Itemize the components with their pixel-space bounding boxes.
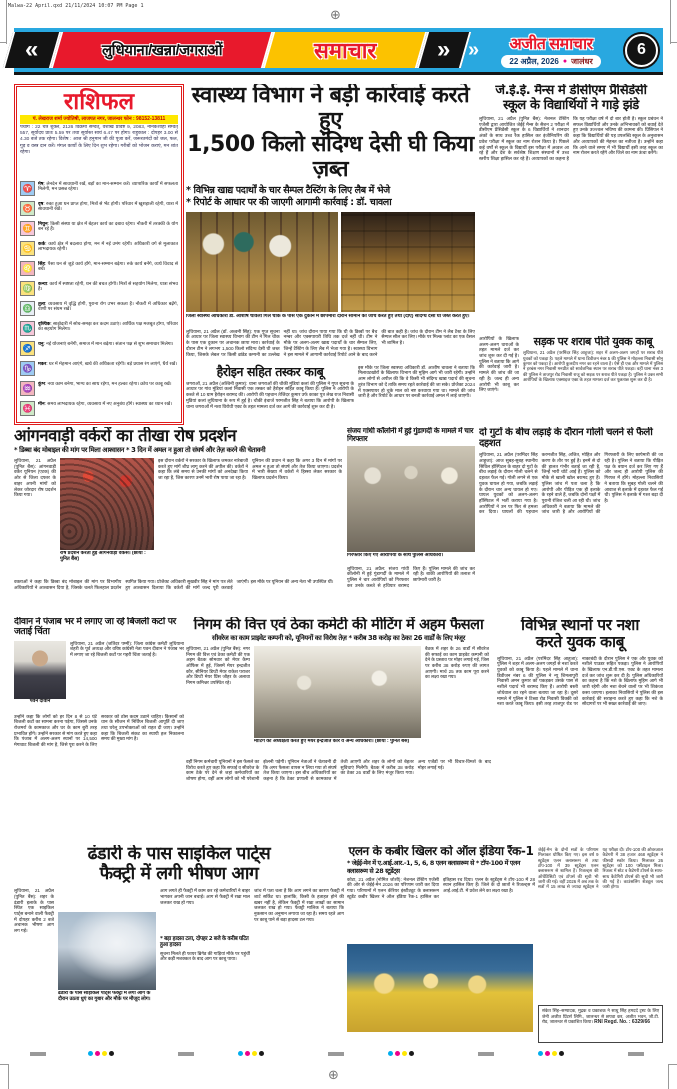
nigam-body-row [186,646,491,756]
crop-mark [0,1064,8,1065]
capricorn-icon: ♑ [20,361,35,376]
fire-inline-subhead: * बड़ा हादसा टला, दोपहर 2 बजे के करीब घटित हुआ हादसा [160,936,249,949]
sagittarius-icon: ♐ [20,341,35,356]
page-number-badge: 6 [625,34,658,67]
jee-headline-line1: जे.ई.ई. मैन्स में डीसीएम प्रैसिडेंसी [495,84,647,98]
crop-mark [670,42,677,43]
sign-text: सिंह: पैसा धन से जुड़े कार्य होंगे, मान-सम्मान बढ़ेगा। रुके कार्य बनेंगे, व्यर्थ विवाद से बचें। [38,260,178,272]
sign-text: मेष: लेनदेन में सावधानी रखें, बड़ों का मान-सम्मान करें। व्यापारिक कार्यों में सफलता मिलेगी, मन प्रसन्न रहेगा। [38,180,178,192]
cmyk-registration-dots [388,1051,414,1056]
diwan-portrait-photo [14,641,66,699]
imprint-text: संकेत सिंह–सम्पादक, मुद्रक व प्रकाशक ने साधु सिंह हमदर्द ट्रस्ट के लिए जेनी अजीत प्रिंटर्स लिमि., जालन्धर से छपवा कर, अजीत भवन, जी.टी. रोड, जालन्धर से प्रकाशित किया। [542,1008,659,1025]
chevron-right-icon: » [417,32,471,68]
sharab-headline: सड़क पर शराब पीते युवक काबू [533,336,653,348]
fire-mid-col [160,888,250,1030]
sign-row [20,261,178,280]
aquarius-icon: ♒ [20,381,35,396]
anganwadi-photo-block [60,458,154,576]
jee-body-continued: आरोपियों के खिलाफ अलग-अलग धाराओं के तहत मामले दर्ज कर जांच शुरू कर दी गई है। पुलिस ने बताया कि आगे की कार्रवाई जारी है। मामले की जांच की जा रही है। जल्द ही अन्य आरोपी भी काबू कर लिए जाएंगे। [479,336,519,393]
crop-mark [8,1064,9,1089]
nigam-meeting-photo [254,646,421,738]
diwan-body-continued: उन्होंने कहा कि लोगों को हर दिन 8 से 10 घंटे बिजली कटों का सामना करना पड़ेगा, जिससे उनके रोजमर्रा के कामकाज और घर के काम बुरी तरह प्रभावित होंगे। उन्होंने सरकार से मांग करते हुए कहा कि पंजाब में अलग-अलग स्थानों पर 14,500 मेगावाट बिजली की मांग है, जिसे पूरा करने के लिए सरकार को ठोस कदम उठाने चाहिए। किसानों को धान के सीजन में निर्विघ्न बिजली आपूर्ति दी जाए तथा घरेलू उपभोक्ताओं को राहत दी जाए। उन्होंने कहा कि बिजली संकट का स्थायी हल निकालना समय की मुख्य मांग है। [14,713,184,748]
jee-story [479,84,663,334]
lead-photo-inspection [186,212,338,312]
nigam-col1: लुधियाना, 21 अप्रैल (पुनित बैंस): नगर निगम की वित्त एवं ठेका कमेटी की एक अहम बैठक सोमवार को मेयर कैम्प ऑफिस में हुई, जिसमें मेयर इन्द्रजीत कौर, सीनियर डिप्टी मेयर राकेश पराशर और डिप्टी मेयर प्रिंस जौहर के अलावा निगम कमिश्नर उपस्थित रहे। [186,645,250,685]
scorpio-icon: ♏ [20,321,35,336]
paper-name: अजीत समाचार [509,36,593,53]
cmyk-registration-dots [238,1051,264,1056]
sign-text: मीन: समय लाभदायक रहेगा, व्यवसाय में नए अनुबंध होंगे। स्वास्थ्य का ध्यान रखें। [38,400,172,406]
nasha-headline-line1: विभिन्न स्थानों पर नशा [521,617,639,634]
sign-row [20,381,178,400]
imprint-box [538,1005,663,1043]
pisces-icon: ♓ [20,401,35,416]
crop-mark [668,1064,669,1089]
lead-body-continued: इस मौके पर जिला स्वास्थ्य अधिकारी डॉ. आशीष चावला ने बताया कि मिलावटखोरों के खिलाफ विभाग की मुहिम आगे भी जारी रहेगी। उन्होंने आम लोगों से अपील की कि वे किसी भी संदिग्ध खाद्य पदार्थ की सूचना तुरंत विभाग को दें ताकि समय रहते कार्रवाई की जा सके। प्रोजैक्ट 2024 में एक्सपायर हो चुके माल को नष्ट करवाया गया था। मामले की जांच जारी है और रिपोर्ट के आधार पर बनती कार्रवाई अमल में लाई जाएगी। [358,364,475,399]
lead-bottom-row [186,365,475,425]
chevron-left-icon: « [3,32,61,68]
sanjay-headline: संजय गांधी कॉलोनी में हुई गुंडागर्दी के मामले में चार गिरफ्तार [347,427,474,444]
nigam-photo-block [254,646,421,756]
sharab-body: लुधियाना, 21 अप्रैल (परमिंदर सिंह आहूजा): शहर में अलग-अलग जगहों पर शराब पीते युवकों को पकड़ा है। पहले मामले में थाना डिवीजन नंबर 5 की पुलिस ने मोहल्ला निवासी सोनू कुमार को पकड़ा है। आरोपी कुलदीप नगर का रहने वाला है। ऐसे ही एक और मामले में पुलिस ने हरबंस नगर निवासी मनप्रीत को सार्वजनिक स्थान पर शराब पीते पकड़ा। वहीं थाना नंबर 3 की पुलिस ने ताजपुर रोड निवासी राजू को सड़क पर शराब पीते पकड़ा है। पुलिस ने उक्त सभी आरोपियों के खिलाफ एक्साइज एक्ट के तहत मामला दर्ज कर पूछताछ शुरू कर दी है। [523,350,663,382]
rashifal-panchang: पंचांग : 22 चैत्र शुक्ल, 2126 विक्रमी सम्वत्, वैशाख प्रविष्टे 9, 2083, नानकशाही सम्वत् 557, सूर्योदय प्रातः 5.59 पर तथा सूर्यास्त सायं 6.47 पर होगा। राहुकाल : दोपहर 3.00 से 4.30 बजे तक रहेगा। विशेष : आज श्री हनुमान जी की पूजा करें, जरूरतमंदों को जल, फल, गुड़ व वस्त्र दान करें। मंगल कार्यों के लिए दिन शुभ रहेगा। गरीबों को भोजन कराएं, मन शांत रहेगा। [20,124,178,155]
anganwadi-story [14,427,344,615]
lead-photo-caption: जिला स्वास्थ्य अधिकारी डॉ. आशीष चावला गिल चौक के पास एक दुकान में छापेमारी दौरान सामान की जांच करते हुए तथा (दाएं) संदिग्ध देसी घी जब्त करते हुए। [186,313,470,319]
rashifal-box [14,84,184,425]
nigam-col3: बैठक में शहर के 26 वार्डों में सीवरेज की सफाई का काम प्राइवेट कम्पनी को देने के प्रस्ताव पर मोहर लगाई गई, जिस पर करीब 38 करोड़ रुपए की लागत आएगी। मार्च 25 तक काम पूरा करने का लक्ष्य रखा गया। [425,645,489,680]
sign-text: मिथुन: किसी संस्था या क्षेत्र में बेहतर कार्य का दबाव रहेगा। नौकरी में तरक्की के योग बन रहे हैं। [38,220,178,232]
jee-headline-line2: स्कूल के विद्यार्थियों ने गाड़े झंडे [503,97,639,113]
nigam-story [186,617,491,843]
diwan-body: लुधियाना, 21 अप्रैल (जतिंदर पम्मी): जिला कांग्रेस कमेटी लुधियाना शहरी के पूर्व अध्यक्ष और वरिष्ठ कांग्रेसी नेता पवन दीवान ने पंजाब भर में लगाए जा रहे बिजली कटों पर गहरी चिंता जताई है। [70,640,184,657]
diwan-caption: पवन दीवान [29,698,51,704]
fire-mid-text-b: सूचना मिलते ही फायर ब्रिगेड की गाड़ियां मौके पर पहुंचीं और कड़ी मशक्कत के बाद आग पर काबू पाया। [160,950,250,962]
sanjay-caption: गिरफ्तार किए गए आरोपियों के साथ पुलिस अधिकारी। [347,552,444,558]
lead-bullet-2: * रिपोर्ट के आधार पर की जाएगी आगामी कार्रवाई : डॉ. चावला [186,197,392,209]
fire-col1: लुधियाना, 21 अप्रैल (पुनित बैंस): शहर के ढंडारी इलाके के पास स्थित एक साइकिल पार्ट्स बनाने वाली फैक्ट्री में दोपहर करीब 2 बजे अचानक भीषण आग लग गई। [14,888,54,933]
sign-row [20,281,178,300]
jee-body: लुधियाना, 21 अप्रैल (पुनित बैंस): नेशनल टेस्टिंग एजेंसी द्वारा आयोजित जेईई मैन्स के सैशन 2 परीक्षा में डीसीएम प्रैसिडेंसी स्कूल के 6 विद्यार्थियों ने शानदार अंकों के साथ उच्च रैंक हासिल कर इंजीनियरिंग की प्रवेश परीक्षा में स्कूल का नाम रोशन किया है। पिछले कई वर्षों से स्कूल के विद्यार्थी इस परीक्षा में अव्वल आ रहे हैं और देश के सर्वश्रेष्ठ शिक्षण संस्थानों में उच्च स्तरीय शिक्षा हासिल कर रहे हैं। अध्यापकों का कहना है कि यह परीक्षा वर्ष में दो बार होती है। स्कूल प्रबंधन ने सफल विद्यार्थियों और उनके अभिभावकों को बधाई देते हुए उनके उज्ज्वल भविष्य की कामना की। प्रिंसिपल ने कहा कि विद्यार्थियों की यह उपलब्धि स्कूल के अनुशासन और अध्यापकों की मेहनत का नतीजा है। उन्होंने कहा कि आने वाले समय में भी विद्यार्थी इसी तरह स्कूल का नाम रोशन करते रहेंगे और जिले का नाम ऊंचा करेंगे। [479,116,663,161]
heroin-body: जगराओं, 21 अप्रैल (अश्विनी कुमार): थाना जगराओं की चौकी मुंडियां कलां की पुलिस ने गुप्त सूचना के आधार पर गांव मुंडियां कलां निवासी एक तस्कर को हैरोइन सहित काबू किया है। पुलिस ने आरोपी के कब्जे से 10 ग्राम हैरोइन बरामद की। आरोपी की पहचान तेजिंदर कुमार उर्फ काका पुत्र लेख राज निवासी मुंडियां कलां लुधियाना के रूप में हुई है। चौकी इंचार्ज परमजीत सिंह ने बताया कि आरोपी के खिलाफ थाना जगराओं में नशा विरोधी एक्ट के तहत मामला दर्ज कर आगे की कार्रवाई शुरू कर दी है। [186,380,354,409]
gunfire-body: लुधियाना, 21 अप्रैल (परमिंदर सिंह आहूजा): आज सुबह-सुबह स्थानीय सिविल हॉस्पिटल के बाहर दो गुटों के बीच लड़ाई के दौरान गोली चलने से दहशत फैल गई। गोली लगने से एक युवक घायल हो गया, जबकि लड़ाई के दौरान चार अन्य घायल हो गए। घायल युवकों को अलग-अलग हॉस्पिटल में भर्ती कराया गया है। आरोपियों ने उन पर फिर से हमला कर दिया। घायलों की पहचान करमजीत सिंह, अजित, मोहित और करण के तौर पर हुई है। इनमें से दो की हालत गंभीर बताई जा रही है, जिन्हें भारी चोटें आई हैं। पुलिस को मौके से खाली खोल बरामद हुए हैं। पुलिस जांच में पता चला है कि आरोपी और पीड़ित एक ही इलाके के रहने वाले हैं, जबकि दोनों पक्षों में पुरानी रंजिश चली आ रही थी। जांच अधिकारी ने बताया कि मामले की जांच जारी है और आरोपियों की गिरफ्तारी के लिए छापेमारी की जा रही है। पुलिस ने बताया कि पीड़ित पक्ष के बयान दर्ज कर लिए गए हैं और जल्द ही आरोपी पुलिस की गिरफ्त में होंगे। मोहल्ला निवासियों ने बताया कि सुबह गोली चलने की आवाज से इलाके में दहशत फैल गई थी। पुलिस ने इलाके में गश्त बढ़ा दी है। [479,452,663,515]
sign-text: कर्क: कार्य क्षेत्र में बदलाव होगा, मन में नई उमंग रहेगी। अधिकारी वर्ग से मुलाकात लाभदायक रहेगी। [38,240,178,252]
allen-story [347,845,535,1041]
printer-slug-line: Malwa-22 April.qxd 21/11/2024 10:07 PM Page 1 [8,3,144,9]
fire-col4: जांच में पता चला है कि आग लगने का कारण फैक्ट्री में शार्ट सर्किट था। हालांकि, किसी के हताहत होने की खबर नहीं है, लेकिन फैक्ट्री में रखा लाखों का सामान जलकर राख हो गया। फैक्ट्री मालिक ने बताया कि नुकसान का अनुमान लगाया जा रहा है। समय रहते आग पर काबू पाने से बड़ा हादसा टल गया। [254,888,344,922]
crop-mark [670,0,671,44]
diwan-story [14,617,184,843]
rashifal-contact: पं. लेखराज शर्मा ज्योतिषी, लाजपत नगर, जालन्धर फोन : 98152-13811 [20,115,178,124]
anganwadi-col4: यूनियन की प्रधान ने कहा कि अगर 3 दिन में मांगों पर अमल न हुआ तो संघर्ष और तेज किया जाएगा। प्रदर्शन में भारी संख्या में वर्करों ने हिस्सा लेकर सरकार के खिलाफ प्रदर्शन किया। [252,458,342,481]
taurus-icon: ♉ [20,201,35,216]
lead-photo-seized-ghee [341,212,475,312]
virgo-icon: ♍ [20,281,35,296]
fire-headline-line1: ढंडारी के पास साइकिल पार्ट्स [87,845,271,864]
lead-bullet-1: * विभिन्न खाद्य पदार्थों के चार सैम्पल टैस्टिंग के लिए लैब में भेजे [186,184,390,196]
leo-icon: ♌ [20,261,35,276]
sign-text: कन्या: कार्य में स्पष्टता रहेगी, धन की बचत होगी। मित्रों से सहयोग मिलेगा, यात्रा संभव है। [38,280,178,292]
anganwadi-body-row [14,458,344,576]
allen-body-continued: जेईई-मेन के दोनों सत्रों के परिणाम मिलाकर घोषित किए गए। इस वर्ष 9 स्टूडेंट्स एलन क्लासरूम से तथा टॉप-100 में 39 स्टूडेंट्स एलन क्लासरूम से शामिल हैं। रिजल्ट्स की ऑथेंटिसिटी एवं टॉपर्स की सूची भी जारी की गई। वहीं 2026 में अब तक के सत्रों में 15 लाख से ज्यादा स्टूडेंट्स ने यह परीक्षा दी। टॉप-100 की ओवरआल कैटेगरी में 38 हजार 468 स्टूडेंट्स ने फीसदी स्कोर किया। मिलाकर 26 स्टूडेंट्स को 100 पर्सेंटाइल मिला। रिजल्ट में स्टेट व कैटेगरी टॉपर्स के साथ-साथ कैटेगिरी टॉपर्स की सूची भी जारी की गई है। काउंसलिंग शेड्यूल जल्द जारी होगा। [538,847,663,890]
anganwadi-subhead: * डिब्बा बंद मोबाइल की मांग पर मिला आश्वासन * 3 दिन में अमल न हुआ तो संघर्ष और तेज़ करने की चेतावनी [14,446,266,455]
crop-mark [6,0,7,44]
fire-caption: ढंडारी के पास साइकिल पार्ट्स फैक्ट्री में लगी आग के दौरान उठता धुएं का गुबार और मौके पर मौजूद लोग। [58,991,151,1003]
nigam-headline: निगम की वित्त एवं ठेका कमेटी की मीटिंग में अहम फैसला [193,617,484,633]
sign-row [20,321,178,340]
allen-body: कोटा, 21 अप्रैल (नोमित जोशी): नेशनल टेस्टिंग एजेंसी की ओर से जेईई-मेन 2026 का परिणाम जारी कर दिया गया। परिणामों में एलन कॅरियर इंस्टीट्यूट के क्लासरूम स्टूडेंट कबीर खिलर ने ऑल इंडिया रैंक-1 हासिल कर इतिहास रच दिया। एलन के स्टूडेंट्स ने टॉप-100 में 28 स्थान हासिल किए हैं। जिले के दो छात्रों ने रिजल्ट्स में आई.आई.टी. में प्रवेश लेने का लक्ष्य रखा है। [347,876,535,899]
nasha-body: लुधियाना, 21 अप्रैल (परमिंदर सिंह आहूजा): पुलिस ने शहर में अलग-अलग जगहों से नशा करते युवकों को काबू किया है। पहले मामले में थाना डिवीजन नंबर 6 की पुलिस ने न्यू शिमलापुरी निवासी अमन कुमार को पकड़कर उसके पास से नशीले पदार्थ भी बरामद किए हैं। आरोपी बस्ती जोधेवाल का रहने वाला बताया जा रहा है। दूसरे मामले में पुलिस ने टिब्बा रोड निवासी विक्की को नशा करते काबू किया। इसी तरह ताजपुर रोड पर नाकाबंदी के दौरान पुलिस ने एक और युवक को नशीले पाउडर सहित पकड़ा। पुलिस ने आरोपियों के खिलाफ एन.डी.पी.एस. एक्ट के तहत मामला दर्ज कर जांच शुरू कर दी है। पुलिस अधिकारियों का कहना है कि नशे के खिलाफ मुहिम आगे भी जारी रहेगी और नशा बेचने वालों पर भी शिकंजा कसा जाएगा। इलाका निवासियों ने पुलिस की इस कार्रवाई की सराहना करते हुए कहा कि नशे के सौदागरों पर भी सख्त कार्रवाई की जाए। [497,655,663,707]
issue-date: 22 अप्रैल, 2026 [509,57,559,66]
allen-subhead: * जेईई-मेन में ए.आई.आर.-1, 5, 6, 8 एलन क्लासरूम से * टॉप-100 में एलन क्लासरूम से 28 स्टूडेंट्स [347,859,521,875]
fire-photo-block [58,888,156,1030]
libra-icon: ♎ [20,301,35,316]
print-smudge-mark [628,1052,644,1056]
print-smudge-mark [30,1052,46,1056]
sign-text: धनु: नई योजनाएं बनेंगी, समाज में मान बढ़ेगा। संतान पक्ष से शुभ समाचार मिलेगा। [38,340,174,346]
cmyk-registration-dots [88,1051,114,1056]
nasha-headline-line2: करते युवक काबू [535,633,625,652]
sign-row [20,301,178,320]
fire-story [14,845,344,1041]
edition-city: जालंधर [571,57,593,66]
nigam-caption: मीटिंग की अध्यक्षता करते हुए मेयर इन्द्रजीत कौर व अन्य अधिकारी। (छाया : पुनित बैंस) [254,738,410,744]
fire-headline-line2: फैक्ट्री में लगी भीषण आग [99,863,259,884]
lead-photo-row [186,212,475,312]
fire-smoke-photo [58,912,156,990]
anganwadi-col3: इस दौरान वर्करों ने सरकार के खिलाफ जमकर नारेबाजी करते हुए मांगें शीघ्र लागू करने की अपील की। वर्करों ने कहा कि लंबे समय से उनकी मांगों को अनदेखा किया जा रहा है, जिस कारण उनमें भारी रोष पाया जा रहा है। [158,458,248,481]
crop-mark [669,1064,677,1065]
sign-row [20,341,178,360]
chevron-right-small-icon: » [468,38,480,61]
cancer-icon: ♋ [20,241,35,256]
sign-row [20,401,178,420]
anganwadi-body-continued: वक्ताओं ने कहा कि डिब्बा बंद मोबाइल की मांग पर विभागीय अधिकारियों ने आश्वासन दिया है, जिसके चलते फिलहाल प्रदर्शन स्थगित किया गया। प्रोजैक्ट अधिकारी सुखवीर सिंह ने मांग पत्र लेते हुए आश्वासन दिलाया कि वर्करों की मांगें जल्द पूरी करवाई जाएंगी। इस मौके पर यूनियन की अन्य नेता भी उपस्थित थीं। [14,579,334,590]
gemini-icon: ♊ [20,221,35,236]
sign-row [20,201,178,220]
heroin-headline: हैरोइन सहित तस्कर काबू [216,363,324,379]
sanjay-arrest-photo [347,446,475,552]
print-smudge-mark [328,1052,344,1056]
lead-headline-line1: स्वास्थ्य विभाग ने बड़ी कार्रवाई करते हुए [191,84,470,133]
fire-body-row [14,888,344,1030]
nigam-subhead: सीवरेज का काम प्राइवेट कम्पनी को, यूनियनों का विरोध तेज़ * करीब 38 करोड़ का ठेका 26 वार्डों के लिए मंजूर [212,634,465,643]
sanjay-colony-story [347,427,475,615]
diwan-body-row [14,641,184,711]
allen-headline: एलन के कबीर खिलर को ऑल इंडिया रैंक-1 [348,845,534,858]
lead-story [186,84,475,425]
sign-text: कुंभ: नया काम बनेगा, भाग्य का साथ रहेगा, मन हल्का रहेगा। क्रोध पर काबू रखें। [38,380,172,386]
nigam-body-continued: वहीं निगम कर्मचारी यूनियनों ने इस फैसले का विरोध करते हुए कहा कि सफाई व सीवरेज के काम ठेके पर देने से जहां कर्मचारियों का शोषण होगा, वहीं आम लोगों को भी परेशानी झेलनी पड़ेगी। यूनियन नेताओं ने चेतावनी दी कि अगर फैसला वापस न लिया गया तो संघर्ष तेज किया जाएगा। इस बीच अधिकारियों का कहना है कि ठेका प्रणाली से कामकाज में तेजी आएगी और शहर के लोगों को बेहतर सुविधाएं मिलेंगी। बैठक में करीब 38 करोड़ का ठेका 26 वार्डों के लिए मंजूर किया गया। अन्य एजेंडों पर भी विचार-विमर्श के बाद मोहर लगाई गई। [186,758,491,781]
date-edition-pill [501,55,600,68]
dot-icon: ● [562,58,568,65]
cmyk-registration-dots [538,1051,564,1056]
sign-row [20,241,178,260]
registration-cross-top: ⊕ [330,8,341,23]
registration-cross-bottom: ⊕ [328,1068,339,1083]
masthead-region-banner: लुधियाना/खन्ना/जगराओं [51,32,273,68]
anganwadi-protest-photo [60,458,154,550]
lead-body: लुधियाना, 21 अप्रैल (डॉ. अश्वनी सिंह): एक गुप्त सूचना के आधार पर जिला स्वास्थ्य विभाग की टीम ने गिल चौक के पास एक दुकान पर अचानक छापा मारा। कार्रवाई के दौरान टीम ने लगभग 1,500 किलो संदिग्ध देसी घी जब्त किया, जिसके लेबल पर किसी ब्रांडेड कम्पनी का उल्लेख नहीं था। जांच दौरान पाया गया कि घी के डिब्बों पर बैच नम्बर और एक्सपायरी तिथि तक दर्ज नहीं थी। टीम ने मौके पर अलग-अलग खाद्य पदार्थों के चार सैम्पल लिए, जिन्हें टैस्टिंग के लिए लैब में भेजा गया है। स्वास्थ्य विभाग ने इस मामले में आगामी कार्रवाई रिपोर्ट आने के बाद करने की बात कही है। जांच के दौरान टीम ने लैब टैस्ट के लिए सैम्पल सील कर लिए। मौके पर मिल्क प्लांट का एक वैसल भी शामिल है। [186,328,475,357]
aries-icon: ♈ [20,181,35,196]
fire-mid-text-a: आग लगते ही फैक्ट्री में काम कर रहे कर्मचारियों ने बाहर भागकर अपनी जान बचाई। आग से फैक्ट्री में रखा माल जलकर राख हो गया। [160,888,250,905]
sharab-story [523,336,663,425]
print-smudge-mark [478,1052,494,1056]
sign-row [20,361,178,380]
sharab-story-row [479,336,663,425]
sanjay-body: लुधियाना, 21 अप्रैल: संजय गांधी कॉलोनी में हुई गुंडागर्दी के मामले में पुलिस ने चार आरोपियों को गिरफ्तार कर उनके कब्जे से हथियार बरामद किए हैं। पुलिस मामले की जांच कर रही है। बाकी आरोपियों की तलाश में छापेमारी जारी है। [347,565,475,588]
lead-headline-line2: 1,500 किलो संदिग्ध देसी घी किया ज़ब्त [187,132,474,182]
sign-text: वृश्चिक: साझेदारी में सोच-समझ कर कदम उठाएं। आर्थिक पक्ष मजबूत होगा, परिवार का सहयोग मिलेगा। [38,320,178,332]
anganwadi-col1: लुधियाना, 21 अप्रैल (पुनित बैंस): आंगनवाड़ी वर्कर यूनियन (एटक) की ओर से जिला दफ्तर के बाहर अपनी मांगों को लेकर जोरदार रोष प्रदर्शन किया गया। [14,458,56,498]
allen-students-photo [347,944,533,1032]
gunfire-story [479,427,663,615]
sign-text: वृष: रुका हुआ धन प्राप्त होगा, मित्रों से भेंट होगी। परिवार में खुशहाली रहेगी, यात्रा में सावधानी रखें। [38,200,178,212]
heroin-substory [186,365,354,425]
sign-row [20,221,178,240]
masthead-paper-block [481,32,621,68]
gunfire-headline: दो गुटों के बीच लड़ाई के दौरान गोली चलने से फैली दहशत [479,427,653,450]
sign-text: मकर: घर में मेहमान आएंगे, खर्च की अधिकता रहेगी। बड़े प्रयास रंग लाएंगे, धैर्य रखें। [38,360,177,366]
sign-row [20,181,178,200]
nasha-story [497,617,663,843]
rni-number: RNI Regd. No. : 6329/66 [594,1019,651,1026]
anganwadi-caption: रोष प्रदर्शन करती हुईं आंगनवाड़ी वर्कर्स। (छाया : पुनित बैंस) [60,551,146,562]
crop-mark [0,42,7,43]
diwan-headline: दीवान ने पंजाब भर में लगाए जा रहे बिजली कटों पर जताई चिंता [14,617,176,638]
anganwadi-headline: आंगनवाड़ी वर्करों का तीखा रोष प्रदर्शन [14,427,237,445]
masthead [14,28,663,75]
rashifal-title: राशिफल [63,88,135,115]
diwan-photo-block [14,641,66,711]
sign-text: तुला: व्यवसाय में वृद्धि होगी, पुराना रोग उभर सकता है। नौकरी में अधिकार बढ़ेंगे, वाणी पर संयम रखें। [38,300,178,312]
masthead-section-banner: समाचार [263,32,427,68]
print-smudge-mark [178,1052,194,1056]
